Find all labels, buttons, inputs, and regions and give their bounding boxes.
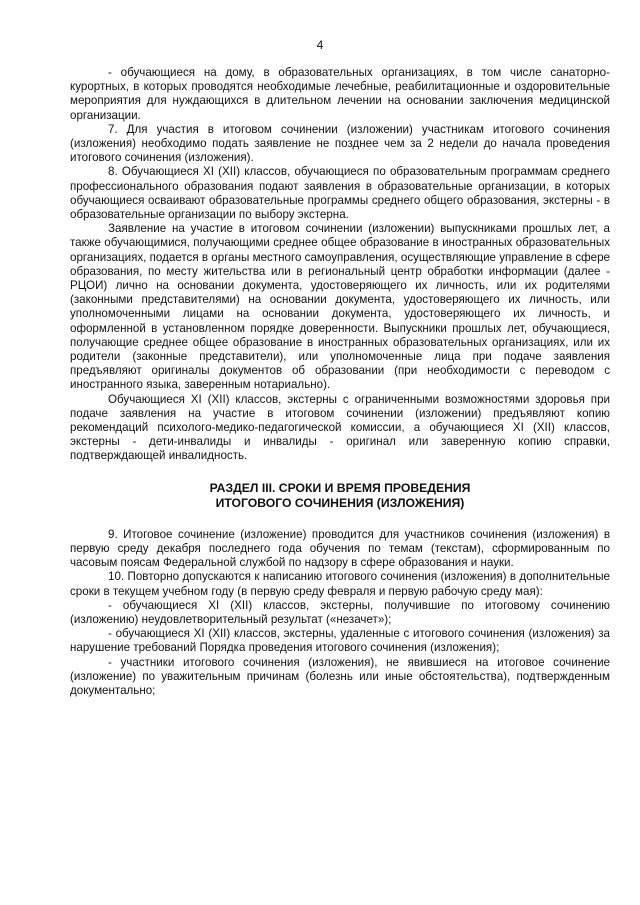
paragraph-7-application-deadline: 7. Для участия в итоговом сочинении (изложении) участникам итогового сочинения (изложения) необходимо подать заявление не позднее чем за 2 недели до начала проведения итогового сочинения (изложения). — [70, 122, 610, 165]
paragraph-8-where-to-apply: 8. Обучающиеся XI (XII) классов, обучающиеся по образовательным программам среднего профессионального образования подают заявления в образовательные организации, в которых обучающиеся осваивают образовательные программы среднего общего образования, экстерны - в образовательные организации по выбору экстерна. — [70, 165, 610, 222]
list-item-failed-result: - обучающиеся XI (XII) классов, экстерны, получившие по итоговому сочинению (изложению) неудовлетворительный результат («незачет»); — [70, 598, 610, 626]
page-number: 4 — [316, 38, 324, 52]
paragraph-9-essay-date: 9. Итоговое сочинение (изложение) проводится для участников сочинения (изложения) в первую среду декабря последнего года обучения по темам (текстам), сформированным по часовым поясам Федеральной службой по надзору в сфере образования и науки. — [70, 527, 610, 570]
paragraph-disabilities: Обучающиеся XI (XII) классов, экстерны с ограниченными возможностями здоровья при подаче заявления на участие в итоговом сочинении (изложении) предъявляют копию рекомендаций психолого-медико-педагогической комиссии, а обучающиеся XI (XII) классов, экстерны - дети-инвалиды и инвалиды - оригинал или заверенную копию справки, подтверждающей инвалидность. — [70, 392, 610, 463]
paragraph-10-readmission: 10. Повторно допускаются к написанию итогового сочинения (изложения) в дополнительные сроки в текущем учебном году (в первую среду февраля и первую рабочую среду мая): — [70, 570, 610, 598]
section-heading-line-2: ИТОГОВОГО СОЧИНЕНИЯ (ИЗЛОЖЕНИЯ) — [215, 495, 465, 510]
list-item-removed-participants: - обучающиеся XI (XII) классов, экстерны, удаленные с итогового сочинения (изложения) за нарушение требований Порядка проведения итогового сочинения (изложения); — [70, 627, 610, 655]
section-heading-line-1: РАЗДЕЛ III. СРОКИ И ВРЕМЯ ПРОВЕДЕНИЯ — [209, 480, 471, 495]
document-body — [70, 66, 610, 698]
section-heading — [70, 481, 610, 511]
paragraph-home-schooled: - обучающиеся на дому, в образовательных организациях, в том числе санаторно-курортных, в которых проводятся необходимые лечебные, реабилитационные и оздоровительные мероприятия для нуждающихся в длительном лечении на основании заключения медицинской организации. — [70, 66, 610, 122]
list-item-absent-participants: - участники итогового сочинения (изложения), не явившиеся на итоговое сочинение (изложение) по уважительным причинам (болезнь или иные обстоятельства), подтвержденным документально; — [70, 655, 610, 697]
paragraph-previous-graduates: Заявление на участие в итоговом сочинении (изложении) выпускниками прошлых лет, а также обучающимися, получающими среднее общее образование в иностранных образовательных организациях, подается в органы местного самоуправления, осуществляющие управление в сфере образования, по месту жительства или в региональный центр обработки информации (далее - РЦОИ) лично на основании документа, удостоверяющего их личность, или их родителями (законными представителями) на основании документа, удостоверяющего их личность, или уполномоченными лицами на основании документа, удостоверяющего их личность, и оформленной в установленном порядке доверенности. Выпускники прошлых лет, обучающиеся, получающие среднее общее образование в иностранных образовательных организациях, или их родители (законные представители), или уполномоченные лица при подаче заявления предъявляют оригиналы документов об образовании (при необходимости с переводом с иностранного языка, заверенным нотариально). — [70, 222, 610, 392]
